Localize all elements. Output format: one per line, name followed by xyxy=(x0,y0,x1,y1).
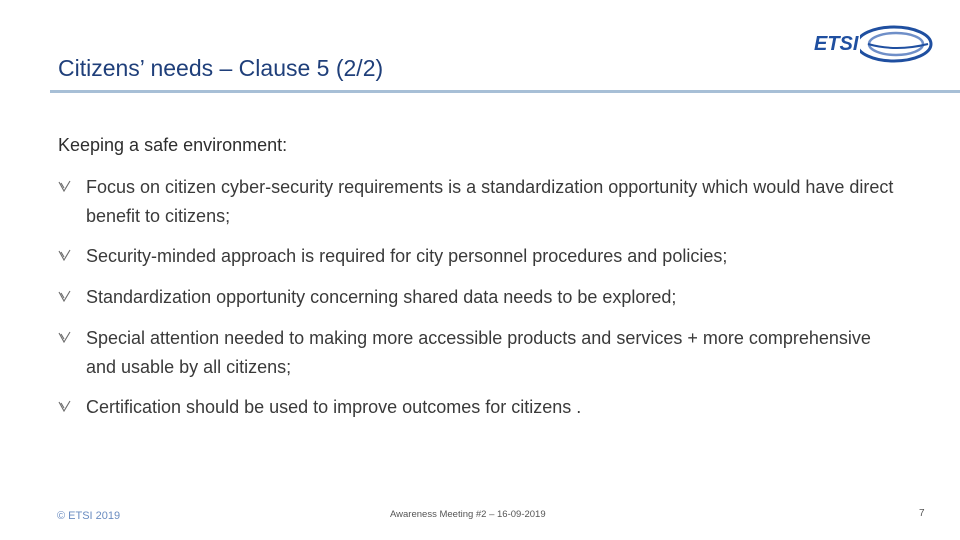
bullet-item xyxy=(58,324,898,382)
checkmark-icon xyxy=(58,249,71,262)
footer-meeting: Awareness Meeting #2 – 16-09-2019 xyxy=(390,509,546,520)
page-title: Citizens’ needs – Clause 5 (2/2) xyxy=(58,55,384,81)
bullet-text: Standardization opportunity concerning shared data needs to be explored; xyxy=(86,287,677,307)
page-number: 7 xyxy=(919,508,925,519)
checkmark-icon xyxy=(58,331,71,344)
checkmark-icon xyxy=(58,180,71,193)
bullet-text: Certification should be used to improve outcomes for citizens . xyxy=(86,397,582,417)
intro-text: Keeping a safe environment: xyxy=(58,135,288,155)
footer-copyright: © ETSI 2019 xyxy=(57,510,121,522)
title-rule xyxy=(50,90,960,93)
checkmark-icon xyxy=(58,400,71,413)
svg-text:ETSI: ETSI xyxy=(814,33,859,55)
etsi-logo xyxy=(812,22,934,66)
bullet-item xyxy=(58,393,898,422)
bullet-item xyxy=(58,173,898,231)
checkmark-icon xyxy=(58,290,71,303)
bullet-item xyxy=(58,283,898,312)
bullet-text: Special attention needed to making more accessible products and services + more comprehensive and usable by all citizens; xyxy=(86,328,871,377)
bullet-item xyxy=(58,242,898,271)
bullet-text: Focus on citizen cyber-security requirements is a standardization opportunity which would have direct benefit to citizens; xyxy=(86,177,894,226)
bullet-text: Security-minded approach is required for city personnel procedures and policies; xyxy=(86,246,728,266)
